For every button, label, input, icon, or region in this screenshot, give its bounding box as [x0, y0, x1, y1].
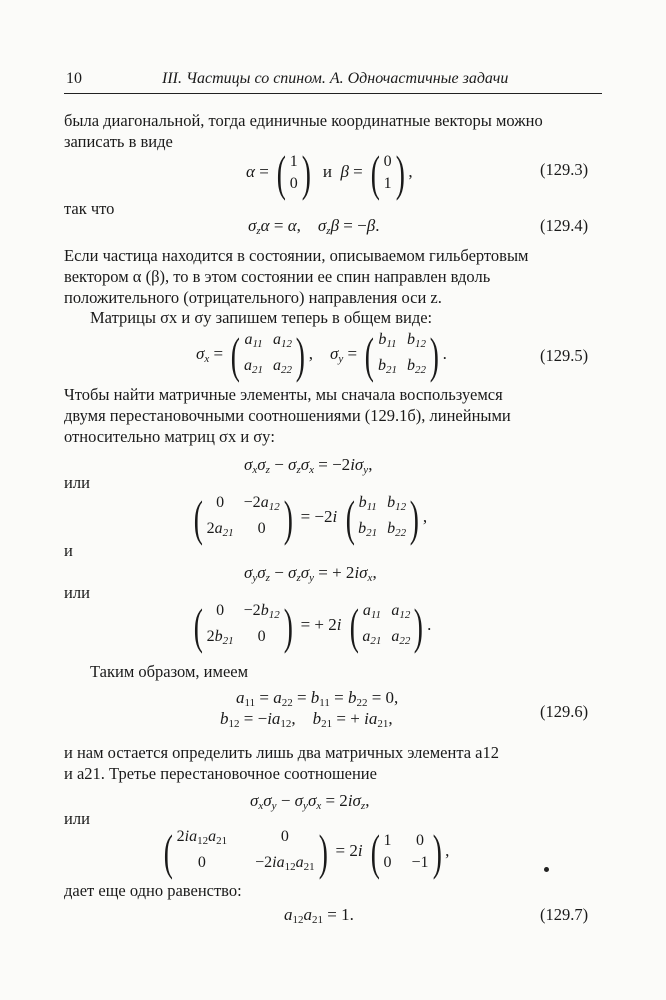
text-line: и a21. Третье перестановочное соотношение	[64, 764, 377, 783]
text-line: Матрицы σx и σy запишем теперь в общем виде:	[90, 308, 433, 327]
equation-commutator-1: $\sigma_x\sigma_z - \sigma_z\sigma_x = -2i\sigma_y$,	[244, 455, 373, 476]
text-line: Если частица находится в состоянии, описываемом гильбертовым	[64, 246, 529, 265]
text-line: Чтобы найти матричные элементы, мы сначала воспользуемся	[64, 385, 503, 404]
equation-label: (129.3)	[540, 160, 589, 179]
text-line: была диагональной, тогда единичные координатные векторы можно	[64, 111, 543, 130]
header-rule	[64, 93, 602, 94]
equation-129-5: $\sigma_x$ = ( $a_{11}$ $a_{12}$ $a_{21}$ $a_{22}$ ) , $\sigma_y$ = ( $b_{11}$ $b_{12}$ $b_{21}$ $b_{22}$ ) .	[196, 327, 447, 383]
text-line: или	[64, 473, 90, 492]
equation-label: (129.5)	[540, 346, 589, 365]
text-line: дает еще одно равенство:	[64, 881, 242, 900]
equation-commutator-3: $\sigma_x\sigma_y - \sigma_y\sigma_x = 2i\sigma_z$,	[250, 791, 370, 812]
equation-129-6-line2: $b_{12} = -ia_{12}$, $b_{21}$ = + $ia_{21}$,	[220, 709, 393, 730]
equation-label: (129.6)	[540, 702, 589, 721]
equation-commutator-2: $\sigma_y\sigma_z - \sigma_z\sigma_y$ = + $2i\sigma_x$,	[244, 563, 377, 584]
equation-matrix-2: ( 0 $-2b_{12}$ $2b_{21}$ 0 ) = + 2i ( $a_{11}$ $a_{12}$ $a_{21}$ $a_{22}$ ) .	[193, 598, 432, 654]
equation-label: (129.7)	[540, 905, 589, 924]
equation-matrix-1: ( 0 $-2a_{12}$ $2a_{21}$ 0 ) = −2i ( $b_{11}$ $b_{12}$ $b_{21}$ $b_{22}$ ) ,	[193, 490, 428, 546]
equation-129-7: $a_{12}a_{21} = 1$.	[284, 905, 354, 926]
page-number: 10	[66, 70, 82, 87]
text-line: двумя перестановочными соотношениями (129.1б), линейными	[64, 406, 511, 425]
equation-matrix-3: ( $2ia_{12}a_{21}$ 0 0 $-2ia_{12}a_{21}$ ) = 2i ( 1 0 0 −1 ) ,	[163, 824, 450, 880]
text-line: Таким образом, имеем	[90, 662, 249, 681]
equation-129-4: $\sigma_z\alpha = \alpha$, $\sigma_z\beta = -\beta$.	[248, 216, 380, 237]
text-line: записать в виде	[64, 132, 173, 151]
text-line: относительно матриц σx и σy:	[64, 427, 276, 446]
running-title: III. Частицы со спином. А. Одночастичные задачи	[162, 70, 509, 87]
text-line: положительного (отрицательного) направления оси z.	[64, 288, 442, 307]
equation-129-3: α = ( 1 0 ) и β = ( 0 1 ) ,	[246, 145, 413, 201]
text-line: вектором α (β), то в этом состоянии ее спин направлен вдоль	[64, 267, 491, 286]
text-line: и нам остается определить лишь два матричных элемента a12	[64, 743, 500, 762]
equation-129-6-line1: $a_{11} = a_{22} = b_{11} = b_{22} = 0$,	[236, 688, 399, 709]
equation-label: (129.4)	[540, 216, 589, 235]
text-line: или	[64, 809, 90, 828]
text-line: или	[64, 583, 90, 602]
bullet-mark	[544, 867, 549, 872]
text-line: так что	[64, 199, 115, 218]
text-line: и	[64, 541, 73, 560]
